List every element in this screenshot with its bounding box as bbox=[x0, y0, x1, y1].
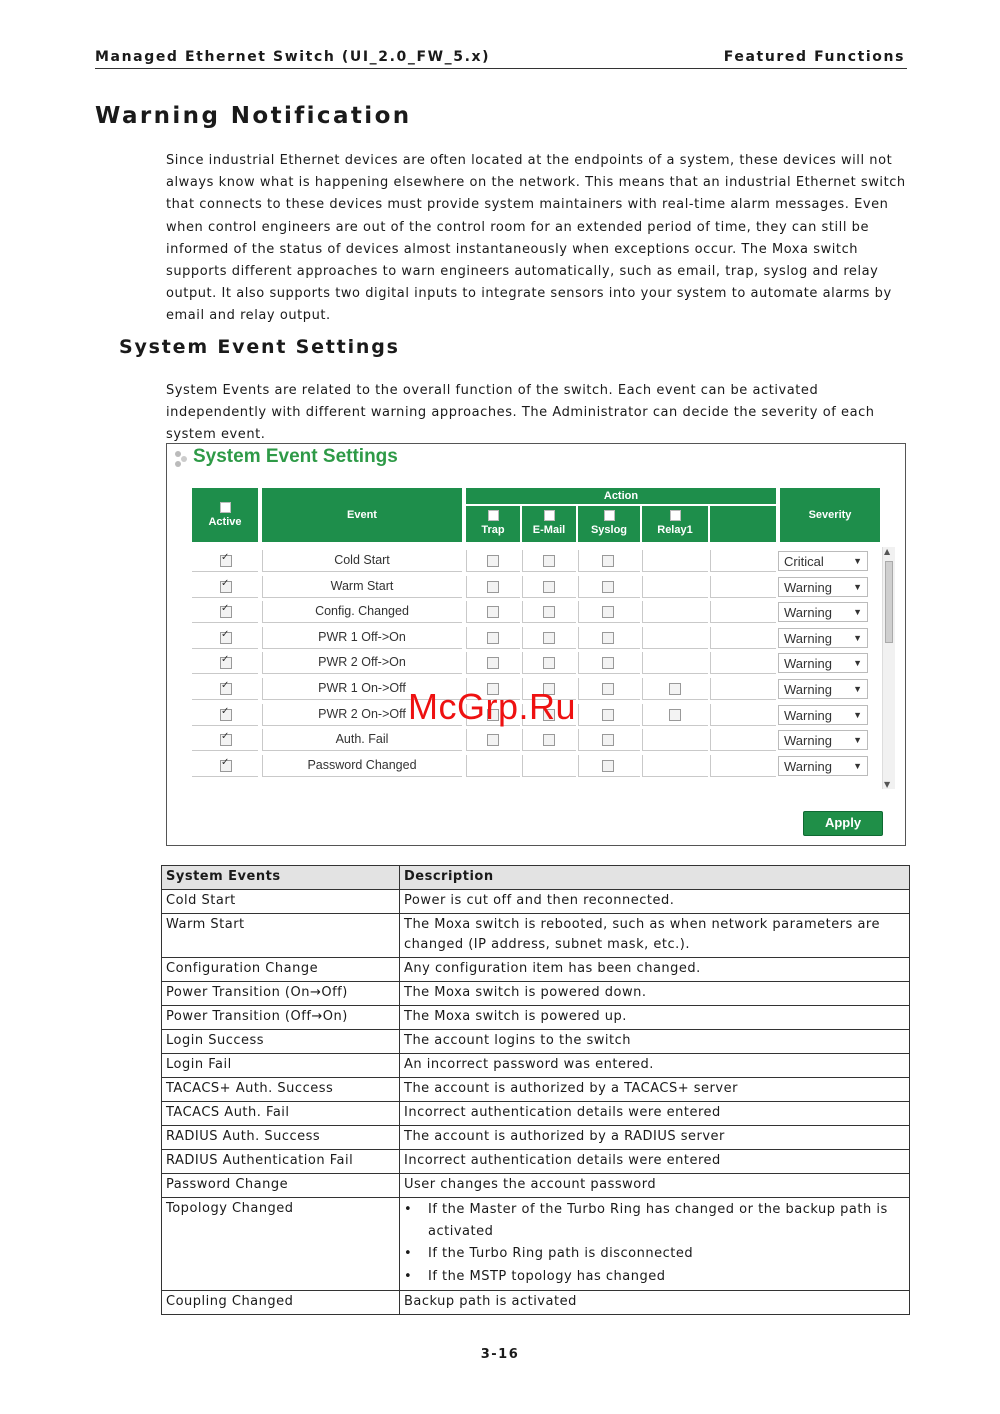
syslog-checkbox[interactable] bbox=[602, 555, 614, 567]
table-row bbox=[162, 1290, 910, 1314]
event-name-cell: Login Success bbox=[162, 1030, 400, 1054]
system-events-table bbox=[161, 865, 910, 1315]
email-checkbox[interactable] bbox=[543, 632, 555, 644]
grid-cell bbox=[710, 729, 776, 751]
severity-select[interactable] bbox=[778, 577, 868, 597]
event-label: Config. Changed bbox=[315, 604, 409, 618]
event-name-cell: TACACS Auth. Fail bbox=[162, 1102, 400, 1126]
grid-cell bbox=[710, 755, 776, 777]
event-label: PWR 2 Off->On bbox=[318, 655, 406, 669]
active-checkbox[interactable] bbox=[220, 555, 232, 567]
severity-value: Warning bbox=[784, 733, 832, 748]
event-label: Cold Start bbox=[334, 553, 390, 567]
severity-select[interactable] bbox=[778, 705, 868, 725]
email-all-checkbox[interactable] bbox=[544, 510, 555, 521]
event-name-cell: Password Change bbox=[162, 1174, 400, 1198]
table-row bbox=[162, 1174, 910, 1198]
grid-cell bbox=[642, 729, 708, 751]
active-checkbox[interactable] bbox=[220, 683, 232, 695]
page-number: 3-16 bbox=[480, 1347, 520, 1362]
active-checkbox[interactable] bbox=[220, 709, 232, 721]
severity-header: Severity bbox=[780, 488, 880, 542]
syslog-checkbox[interactable] bbox=[602, 734, 614, 746]
active-checkbox[interactable] bbox=[220, 606, 232, 618]
grid-cell bbox=[710, 704, 776, 726]
col-header-events: System Events bbox=[162, 866, 400, 890]
topology-bullet-list bbox=[404, 1199, 905, 1288]
severity-value: Critical bbox=[784, 554, 824, 569]
trap-checkbox[interactable] bbox=[487, 606, 499, 618]
description-cell: Backup path is activated bbox=[400, 1290, 910, 1314]
email-checkbox[interactable] bbox=[543, 606, 555, 618]
syslog-header[interactable] bbox=[578, 506, 640, 542]
event-name-cell: RADIUS Auth. Success bbox=[162, 1126, 400, 1150]
dropdown-arrow-icon[interactable]: ▼ bbox=[853, 761, 862, 771]
list-item: • If the Master of the Turbo Ring has changed or the backup path is activated bbox=[404, 1199, 905, 1243]
event-label: PWR 1 Off->On bbox=[318, 630, 406, 644]
page-title: Warning Notification bbox=[95, 103, 412, 129]
email-checkbox[interactable] bbox=[543, 734, 555, 746]
table-row bbox=[162, 1102, 910, 1126]
syslog-header-label: Syslog bbox=[590, 524, 628, 536]
active-checkbox[interactable] bbox=[220, 632, 232, 644]
settings-screenshot bbox=[166, 443, 906, 846]
email-checkbox[interactable] bbox=[543, 657, 555, 669]
event-name-cell: Coupling Changed bbox=[162, 1290, 400, 1314]
severity-select[interactable] bbox=[778, 653, 868, 673]
header-manual-title: Managed Ethernet Switch (UI_2.0_FW_5.x) bbox=[95, 49, 491, 65]
event-name-cell: RADIUS Authentication Fail bbox=[162, 1150, 400, 1174]
intro-paragraph: Since industrial Ethernet devices are often located at the endpoints of a system, these devices will not always know what is happening elsewhere on the network. This means that an industrial Ethernet switch that connects to these devices must provide system maintainers with real-time alarm messages. Even when control engineers are out of the control room for an extended period of time, they can still be informed of the status of devices almost instantaneously when exceptions occur. The Moxa switch supports different approaches to warn engineers automatically, such as email, trap, syslog and relay output. It also supports two digital inputs to integrate sensors into your system to automate alarms by email and relay output. bbox=[166, 153, 906, 324]
table-header-row bbox=[162, 866, 910, 890]
event-header: Event bbox=[262, 488, 462, 542]
grid-cell bbox=[710, 601, 776, 623]
relay1-header[interactable] bbox=[642, 506, 708, 542]
active-all-checkbox[interactable] bbox=[220, 502, 231, 513]
grid-cell bbox=[642, 627, 708, 649]
relay1-checkbox[interactable] bbox=[669, 683, 681, 695]
grid-cell bbox=[710, 550, 776, 572]
grid-cell bbox=[642, 652, 708, 674]
event-label: PWR 1 On->Off bbox=[318, 681, 406, 695]
description-cell: User changes the account password bbox=[400, 1174, 910, 1198]
description-cell: An incorrect password was entered. bbox=[400, 1054, 910, 1078]
description-cell: The Moxa switch is powered down. bbox=[400, 982, 910, 1006]
severity-select[interactable] bbox=[778, 730, 868, 750]
trap-checkbox[interactable] bbox=[487, 632, 499, 644]
event-label: PWR 2 On->Off bbox=[318, 707, 406, 721]
description-cell: Incorrect authentication details were entered bbox=[400, 1150, 910, 1174]
description-cell: Any configuration item has been changed. bbox=[400, 958, 910, 982]
syslog-checkbox[interactable] bbox=[602, 709, 614, 721]
event-label: Auth. Fail bbox=[335, 732, 389, 746]
description-cell: Incorrect authentication details were entered bbox=[400, 1102, 910, 1126]
active-checkbox[interactable] bbox=[220, 760, 232, 772]
severity-select[interactable] bbox=[778, 679, 868, 699]
severity-value: Warning bbox=[784, 759, 832, 774]
table-body bbox=[162, 890, 910, 1315]
email-header-label: E-Mail bbox=[532, 524, 566, 536]
syslog-checkbox[interactable] bbox=[602, 581, 614, 593]
trap-all-checkbox[interactable] bbox=[488, 510, 499, 521]
active-header-label: Active bbox=[208, 516, 242, 528]
col-header-description: Description bbox=[400, 866, 910, 890]
grid-cell bbox=[710, 652, 776, 674]
scroll-thumb[interactable] bbox=[885, 561, 893, 643]
severity-value: Warning bbox=[784, 708, 832, 723]
relay1-header-label: Relay1 bbox=[657, 524, 693, 536]
trap-checkbox[interactable] bbox=[487, 734, 499, 746]
description-cell: The account is authorized by a TACACS+ server bbox=[400, 1078, 910, 1102]
grid-cell bbox=[710, 576, 776, 598]
dropdown-arrow-icon[interactable]: ▼ bbox=[853, 684, 862, 694]
event-name-cell: Warm Start bbox=[162, 914, 400, 958]
grid-cell bbox=[466, 755, 520, 777]
event-name-cell: Power Transition (Off→On) bbox=[162, 1006, 400, 1030]
description-cell: The Moxa switch is rebooted, such as when network parameters are changed (IP address, subnet mask, etc.). bbox=[400, 914, 910, 958]
grid-cell bbox=[710, 678, 776, 700]
trap-header[interactable] bbox=[466, 506, 520, 542]
severity-select[interactable] bbox=[778, 756, 868, 776]
event-name-cell: TACACS+ Auth. Success bbox=[162, 1078, 400, 1102]
severity-value: Warning bbox=[784, 605, 832, 620]
dropdown-arrow-icon[interactable]: ▼ bbox=[853, 607, 862, 617]
table-row bbox=[162, 982, 910, 1006]
description-cell: Power is cut off and then reconnected. bbox=[400, 890, 910, 914]
syslog-checkbox[interactable] bbox=[602, 632, 614, 644]
table-row bbox=[162, 1006, 910, 1030]
grid-cell bbox=[522, 755, 576, 777]
severity-value: Warning bbox=[784, 656, 832, 671]
header-chapter-title: Featured Functions bbox=[723, 49, 905, 65]
apply-button[interactable]: Apply bbox=[803, 811, 883, 836]
event-name-cell: Topology Changed bbox=[162, 1198, 400, 1291]
grid-cell bbox=[642, 550, 708, 572]
trap-checkbox[interactable] bbox=[487, 555, 499, 567]
severity-select[interactable] bbox=[778, 551, 868, 571]
dropdown-arrow-icon[interactable]: ▼ bbox=[853, 710, 862, 720]
email-header[interactable] bbox=[522, 506, 576, 542]
description-cell: The account logins to the switch bbox=[400, 1030, 910, 1054]
dots-icon bbox=[174, 450, 188, 468]
email-checkbox[interactable] bbox=[543, 581, 555, 593]
dropdown-arrow-icon[interactable]: ▼ bbox=[853, 633, 862, 643]
table-row bbox=[162, 914, 910, 958]
table-row bbox=[162, 1126, 910, 1150]
trap-checkbox[interactable] bbox=[487, 657, 499, 669]
severity-select[interactable] bbox=[778, 602, 868, 622]
scroll-down-icon[interactable]: ▼ bbox=[884, 780, 891, 789]
event-name-cell: Cold Start bbox=[162, 890, 400, 914]
table-row bbox=[162, 1150, 910, 1174]
grid-cell bbox=[642, 755, 708, 777]
section-title: System Event Settings bbox=[119, 336, 400, 358]
event-label: Warm Start bbox=[330, 579, 394, 593]
table-row bbox=[162, 1054, 910, 1078]
severity-value: Warning bbox=[784, 580, 832, 595]
event-name-cell: Login Fail bbox=[162, 1054, 400, 1078]
description-cell: The account is authorized by a RADIUS server bbox=[400, 1126, 910, 1150]
screenshot-title: System Event Settings bbox=[193, 446, 398, 467]
dropdown-arrow-icon[interactable]: ▼ bbox=[853, 556, 862, 566]
trap-header-label: Trap bbox=[481, 524, 505, 536]
trap-checkbox[interactable] bbox=[487, 581, 499, 593]
description-cell: The Moxa switch is powered up. bbox=[400, 1006, 910, 1030]
syslog-checkbox[interactable] bbox=[602, 606, 614, 618]
severity-value: Warning bbox=[784, 631, 832, 646]
scroll-up-icon[interactable]: ▲ bbox=[884, 547, 891, 556]
syslog-checkbox[interactable] bbox=[602, 683, 614, 695]
table-row bbox=[162, 890, 910, 914]
dropdown-arrow-icon[interactable]: ▼ bbox=[853, 735, 862, 745]
description-cell bbox=[400, 1198, 910, 1291]
syslog-checkbox[interactable] bbox=[602, 760, 614, 772]
dropdown-arrow-icon[interactable]: ▼ bbox=[853, 582, 862, 592]
watermark: McGrp.Ru bbox=[408, 686, 577, 727]
active-checkbox[interactable] bbox=[220, 657, 232, 669]
grid-cell bbox=[642, 601, 708, 623]
grid-cell bbox=[642, 576, 708, 598]
severity-value: Warning bbox=[784, 682, 832, 697]
table-row bbox=[162, 1078, 910, 1102]
section-paragraph: System Events are related to the overall function of the switch. Each event can be activated independently with different warning approaches. The Administrator can decide the severity of each system event. bbox=[166, 383, 875, 443]
email-checkbox[interactable] bbox=[543, 555, 555, 567]
event-name-cell: Configuration Change bbox=[162, 958, 400, 982]
event-label: Password Changed bbox=[307, 758, 417, 772]
severity-select[interactable] bbox=[778, 628, 868, 648]
grid-cell bbox=[710, 627, 776, 649]
dropdown-arrow-icon[interactable]: ▼ bbox=[853, 658, 862, 668]
relay1-checkbox[interactable] bbox=[669, 709, 681, 721]
active-checkbox[interactable] bbox=[220, 734, 232, 746]
table-row bbox=[162, 1198, 910, 1291]
active-checkbox[interactable] bbox=[220, 581, 232, 593]
grid-scrollbar[interactable] bbox=[882, 547, 895, 789]
table-row bbox=[162, 958, 910, 982]
list-item: • If the Turbo Ring path is disconnected bbox=[404, 1243, 905, 1265]
list-item: • If the MSTP topology has changed bbox=[404, 1266, 905, 1288]
table-row bbox=[162, 1030, 910, 1054]
event-grid bbox=[192, 488, 880, 792]
action-spare-header bbox=[710, 506, 776, 542]
syslog-checkbox[interactable] bbox=[602, 657, 614, 669]
relay1-all-checkbox[interactable] bbox=[670, 510, 681, 521]
action-header: Action bbox=[466, 488, 776, 504]
active-header[interactable] bbox=[192, 488, 258, 542]
syslog-all-checkbox[interactable] bbox=[604, 510, 615, 521]
event-name-cell: Power Transition (On→Off) bbox=[162, 982, 400, 1006]
page-header bbox=[95, 48, 907, 69]
